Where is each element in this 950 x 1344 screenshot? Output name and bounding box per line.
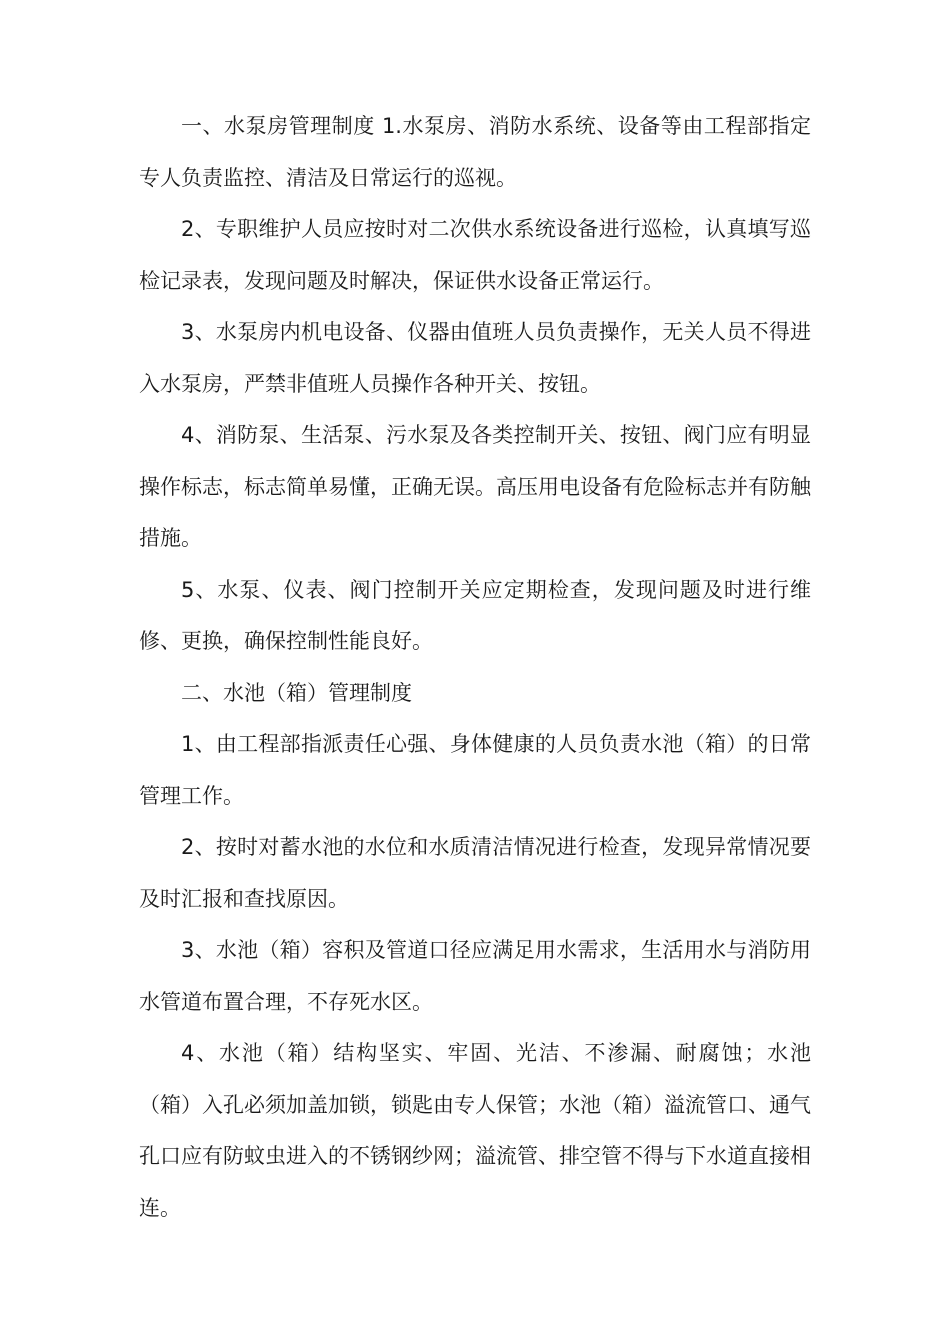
paragraph-pump-room-heading: 一、水泵房管理制度 1.水泵房、消防水系统、设备等由工程部指定专人负责监控、清洁及日常运行的巡视。 bbox=[139, 114, 811, 190]
paragraph-water-tank-item-2: 2、按时对蓄水池的水位和水质清洁情况进行检查，发现异常情况要及时汇报和查找原因。 bbox=[139, 835, 811, 911]
paragraph-pump-room-item-2: 2、专职维护人员应按时对二次供水系统设备进行巡检，认真填写巡检记录表，发现问题及时解决，保证供水设备正常运行。 bbox=[139, 217, 811, 293]
document-page bbox=[139, 101, 811, 1234]
section-heading-water-tank: 二、水池（箱）管理制度 bbox=[181, 680, 412, 705]
paragraph-water-tank-item-1: 1、由工程部指派责任心强、身体健康的人员负责水池（箱）的日常管理工作。 bbox=[139, 732, 811, 808]
paragraph-pump-room-item-5: 5、水泵、仪表、阀门控制开关应定期检查，发现问题及时进行维修、更换，确保控制性能良好。 bbox=[139, 577, 811, 653]
paragraph-water-tank-item-3: 3、水池（箱）容积及管道口径应满足用水需求，生活用水与消防用水管道布置合理，不存死水区。 bbox=[139, 938, 811, 1014]
paragraph-pump-room-item-3: 3、水泵房内机电设备、仪器由值班人员负责操作，无关人员不得进入水泵房，严禁非值班人员操作各种开关、按钮。 bbox=[139, 320, 811, 396]
paragraph-pump-room-item-4: 4、消防泵、生活泵、污水泵及各类控制开关、按钮、阀门应有明显操作标志，标志简单易懂，正确无误。高压用电设备有危险标志并有防触措施。 bbox=[139, 423, 811, 550]
paragraph-water-tank-item-4: 4、水池（箱）结构坚实、牢固、光洁、不渗漏、耐腐蚀；水池（箱）入孔必须加盖加锁，锁匙由专人保管；水池（箱）溢流管口、通气孔口应有防蚊虫进入的不锈钢纱网；溢流管、排空管不得与下水道直接相连。 bbox=[139, 1041, 811, 1220]
